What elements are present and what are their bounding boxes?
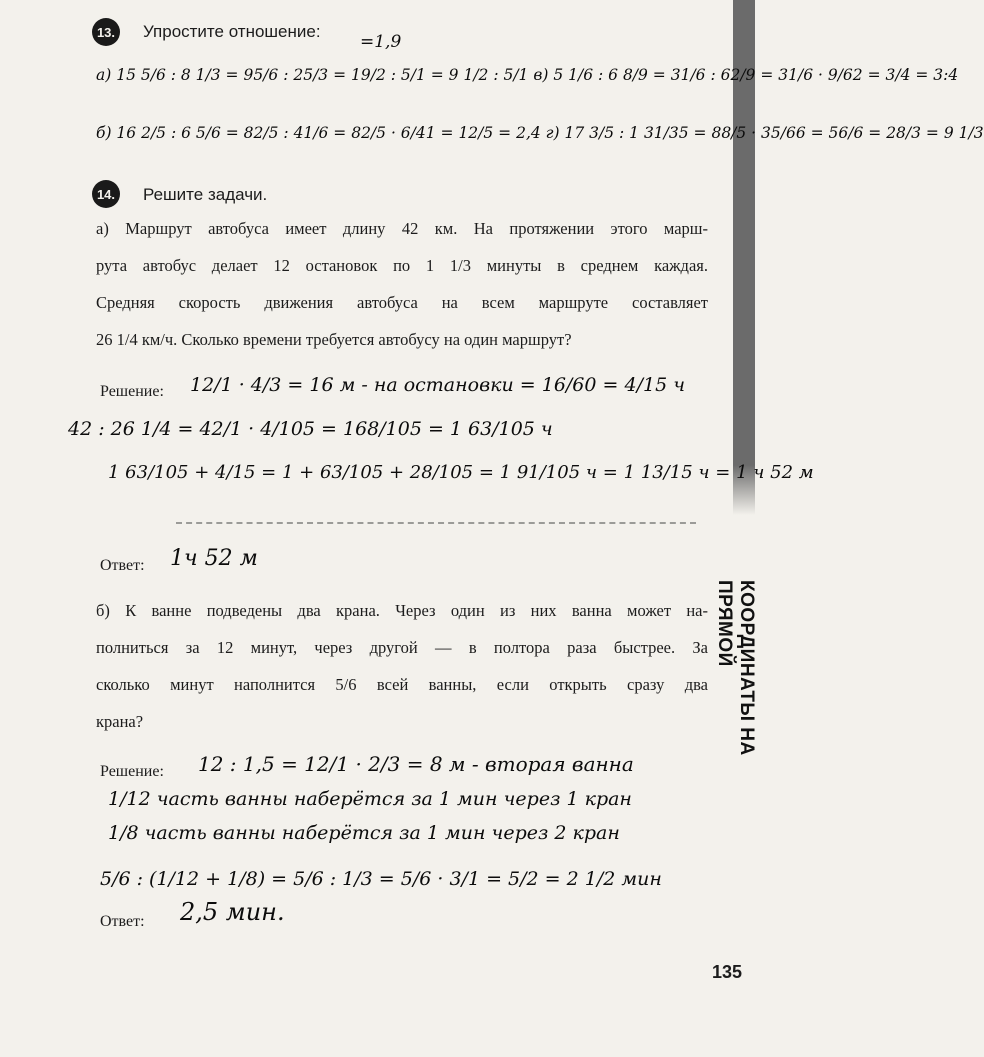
task-13-margin-note: =1,9	[360, 32, 402, 52]
task-14b-answer: 2,5 мин.	[180, 898, 285, 926]
task-14b-answer-label: Ответ:	[100, 913, 145, 930]
task-14b-solution-line: 1/8 часть ванны наберётся за 1 мин через 2 кран	[108, 822, 620, 844]
task-14a-solution-line: 42 : 26 1/4 = 42/1 · 4/105 = 168/105 = 1 63/105 ч	[68, 418, 553, 440]
task-14a-line: рута автобус делает 12 остановок по 1 1/3 минуты в среднем каждая.	[96, 256, 708, 275]
task-14-title: Решите задачи.	[143, 185, 268, 204]
task-14b-text	[96, 592, 708, 740]
task-14b-line: крана?	[96, 712, 144, 731]
task-14b-line: полниться за 12 минут, через другой — в полтора раза быстрее. За	[96, 638, 708, 657]
task-14b-solution-label: Решение:	[100, 763, 164, 780]
task-14b-solution-line: 12 : 1,5 = 12/1 · 2/3 = 8 м - вторая ванна	[198, 752, 634, 776]
task-14b-solution-line: 1/12 часть ванны наберётся за 1 мин через 1 кран	[108, 788, 632, 810]
task-13-row-a: а) 15 5/6 : 8 1/3 = 95/6 : 25/3 = 19/2 : 5/1 = 9 1/2 : 5/1 в) 5 1/6 : 6 8/9 = 31/6 : 62/9 = 31/6 · 9/62 = 3/4 = 3:4	[96, 66, 959, 84]
task-13-title: Упростите отношение:	[143, 22, 321, 41]
task-14a-line: а) Маршрут автобуса имеет длину 42 км. На протяжении этого марш-	[96, 219, 708, 238]
task-14a-line: 26 1/4 км/ч. Сколько времени требуется автобусу на один маршрут?	[96, 330, 572, 349]
task-14-badge: 14.	[92, 180, 120, 208]
section-label: КООРДИНАТЫ НА ПРЯМОЙ	[714, 580, 757, 756]
task-13-row-b: б) 16 2/5 : 6 5/6 = 82/5 : 41/6 = 82/5 · 6/41 = 12/5 = 2,4 г) 17 3/5 : 1 31/35 = 88/5 · 35/66 = 56/6 = 28/3 = 9 1/3	[96, 124, 984, 142]
task-14a-solution-line: 1 63/105 + 4/15 = 1 + 63/105 + 28/105 = 1 91/105 ч = 1 13/15 ч = 1 ч 52 м	[108, 462, 814, 483]
task-14b-line: сколько минут наполнится 5/6 всей ванны, если открыть сразу два	[96, 675, 708, 694]
task-14b-solution-line: 5/6 : (1/12 + 1/8) = 5/6 : 1/3 = 5/6 · 3/1 = 5/2 = 2 1/2 мин	[100, 868, 662, 890]
task-13-badge: 13.	[92, 18, 120, 46]
task-14a-solution-label: Решение:	[100, 383, 164, 400]
task-14a-answer: 1ч 52 м	[170, 546, 258, 571]
task-14a-line: Средняя скорость движения автобуса на всем маршруте составляет	[96, 293, 708, 312]
task-14a-text	[96, 210, 708, 358]
task-14a-answer-label: Ответ:	[100, 557, 145, 574]
task-14a-solution-line: 12/1 · 4/3 = 16 м - на остановки = 16/60 = 4/15 ч	[190, 374, 686, 396]
task-14b-line: б) К ванне подведены два крана. Через один из них ванна может на-	[96, 601, 708, 620]
page-number: 135	[712, 962, 743, 982]
answer-divider	[176, 522, 696, 524]
